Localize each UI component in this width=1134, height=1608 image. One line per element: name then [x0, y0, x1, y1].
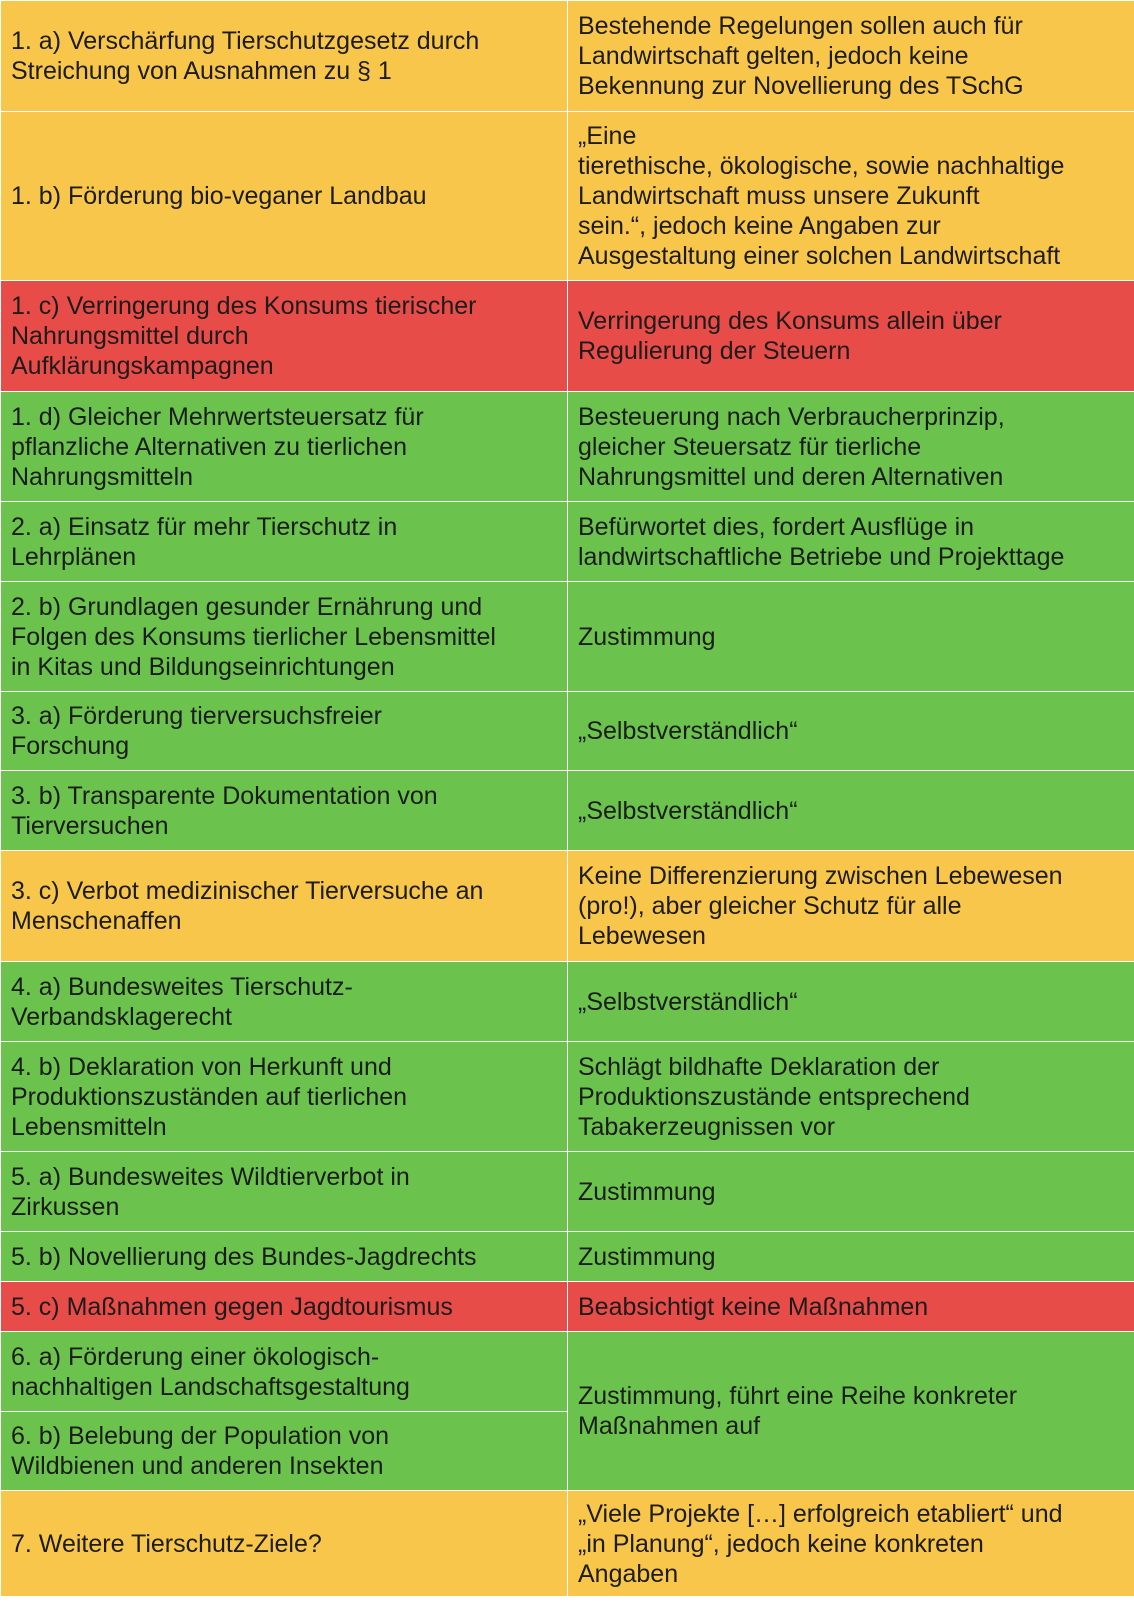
demand-cell: 4. b) Deklaration von Herkunft und Produktionszuständen auf tierlichen Lebensmitteln	[1, 1042, 568, 1152]
response-cell: „Selbstverständlich“	[568, 962, 1134, 1042]
demand-cell: 2. a) Einsatz für mehr Tierschutz in Lehrplänen	[1, 502, 568, 582]
table-row	[1, 582, 1134, 692]
demand-cell: 1. a) Verschärfung Tierschutzgesetz durch Streichung von Ausnahmen zu § 1	[1, 1, 568, 112]
table-row	[1, 962, 1134, 1042]
demand-cell: 6. a) Förderung einer ökologisch- nachhaltigen Landschaftsgestaltung	[1, 1332, 568, 1412]
response-cell: Zustimmung, führt eine Reihe konkreter Maßnahmen auf	[568, 1332, 1134, 1491]
table-row	[1, 692, 1134, 771]
response-cell: Zustimmung	[568, 1152, 1134, 1232]
demand-cell: 1. d) Gleicher Mehrwertsteuersatz für pflanzliche Alternativen zu tierlichen Nahrungsmitteln	[1, 392, 568, 502]
response-cell: Schlägt bildhafte Deklaration der Produktionszustände entsprechend Tabakerzeugnissen vor	[568, 1042, 1134, 1152]
demand-cell: 1. b) Förderung bio-veganer Landbau	[1, 112, 568, 281]
table-row	[1, 771, 1134, 851]
demand-cell: 5. a) Bundesweites Wildtierverbot in Zirkussen	[1, 1152, 568, 1232]
demand-cell: 1. c) Verringerung des Konsums tierischer Nahrungsmittel durch Aufklärungskampagnen	[1, 281, 568, 392]
demand-cell: 5. b) Novellierung des Bundes-Jagdrechts	[1, 1232, 568, 1282]
response-cell: „Selbstverständlich“	[568, 692, 1134, 771]
demand-cell: 6. b) Belebung der Population von Wildbienen und anderen Insekten	[1, 1412, 568, 1491]
table-row	[1, 502, 1134, 582]
table-row	[1, 1232, 1134, 1282]
response-cell: Beabsichtigt keine Maßnahmen	[568, 1282, 1134, 1332]
table-row	[1, 1332, 1134, 1412]
table-row	[1, 392, 1134, 502]
response-cell: Besteuerung nach Verbraucherprinzip, gleicher Steuersatz für tierliche Nahrungsmittel und deren Alternativen	[568, 392, 1134, 502]
response-cell: Keine Differenzierung zwischen Lebewesen (pro!), aber gleicher Schutz für alle Lebewesen	[568, 851, 1134, 962]
table-row	[1, 1282, 1134, 1332]
response-cell: „Viele Projekte […] erfolgreich etabliert“ und „in Planung“, jedoch keine konkreten Angaben	[568, 1491, 1134, 1597]
response-cell: Zustimmung	[568, 1232, 1134, 1282]
demand-cell: 5. c) Maßnahmen gegen Jagdtourismus	[1, 1282, 568, 1332]
table-row	[1, 281, 1134, 392]
table-row	[1, 851, 1134, 962]
table-row	[1, 1, 1134, 112]
response-cell: „Eine tierethische, ökologische, sowie nachhaltige Landwirtschaft muss unsere Zukunft sein.“, jedoch keine Angaben zur Ausgestaltung einer solchen Landwirtschaft	[568, 112, 1134, 281]
response-cell: Befürwortet dies, fordert Ausflüge in landwirtschaftliche Betriebe und Projekttage	[568, 502, 1134, 582]
response-cell: Verringerung des Konsums allein über Regulierung der Steuern	[568, 281, 1134, 392]
table-row	[1, 1152, 1134, 1232]
table-row	[1, 1042, 1134, 1152]
response-cell: „Selbstverständlich“	[568, 771, 1134, 851]
demand-cell: 7. Weitere Tierschutz-Ziele?	[1, 1491, 568, 1597]
response-cell: Bestehende Regelungen sollen auch für Landwirtschaft gelten, jedoch keine Bekennung zur Novellierung des TSchG	[568, 1, 1134, 112]
demand-cell: 4. a) Bundesweites Tierschutz- Verbandsklagerecht	[1, 962, 568, 1042]
demand-cell: 3. a) Förderung tierversuchsfreier Forschung	[1, 692, 568, 771]
demand-cell: 2. b) Grundlagen gesunder Ernährung und Folgen des Konsums tierlicher Lebensmittel in Kitas und Bildungseinrichtungen	[1, 582, 568, 692]
response-cell: Zustimmung	[568, 582, 1134, 692]
demand-cell: 3. b) Transparente Dokumentation von Tierversuchen	[1, 771, 568, 851]
table-row	[1, 112, 1134, 281]
table-row	[1, 1491, 1134, 1597]
demand-cell: 3. c) Verbot medizinischer Tierversuche an Menschenaffen	[1, 851, 568, 962]
